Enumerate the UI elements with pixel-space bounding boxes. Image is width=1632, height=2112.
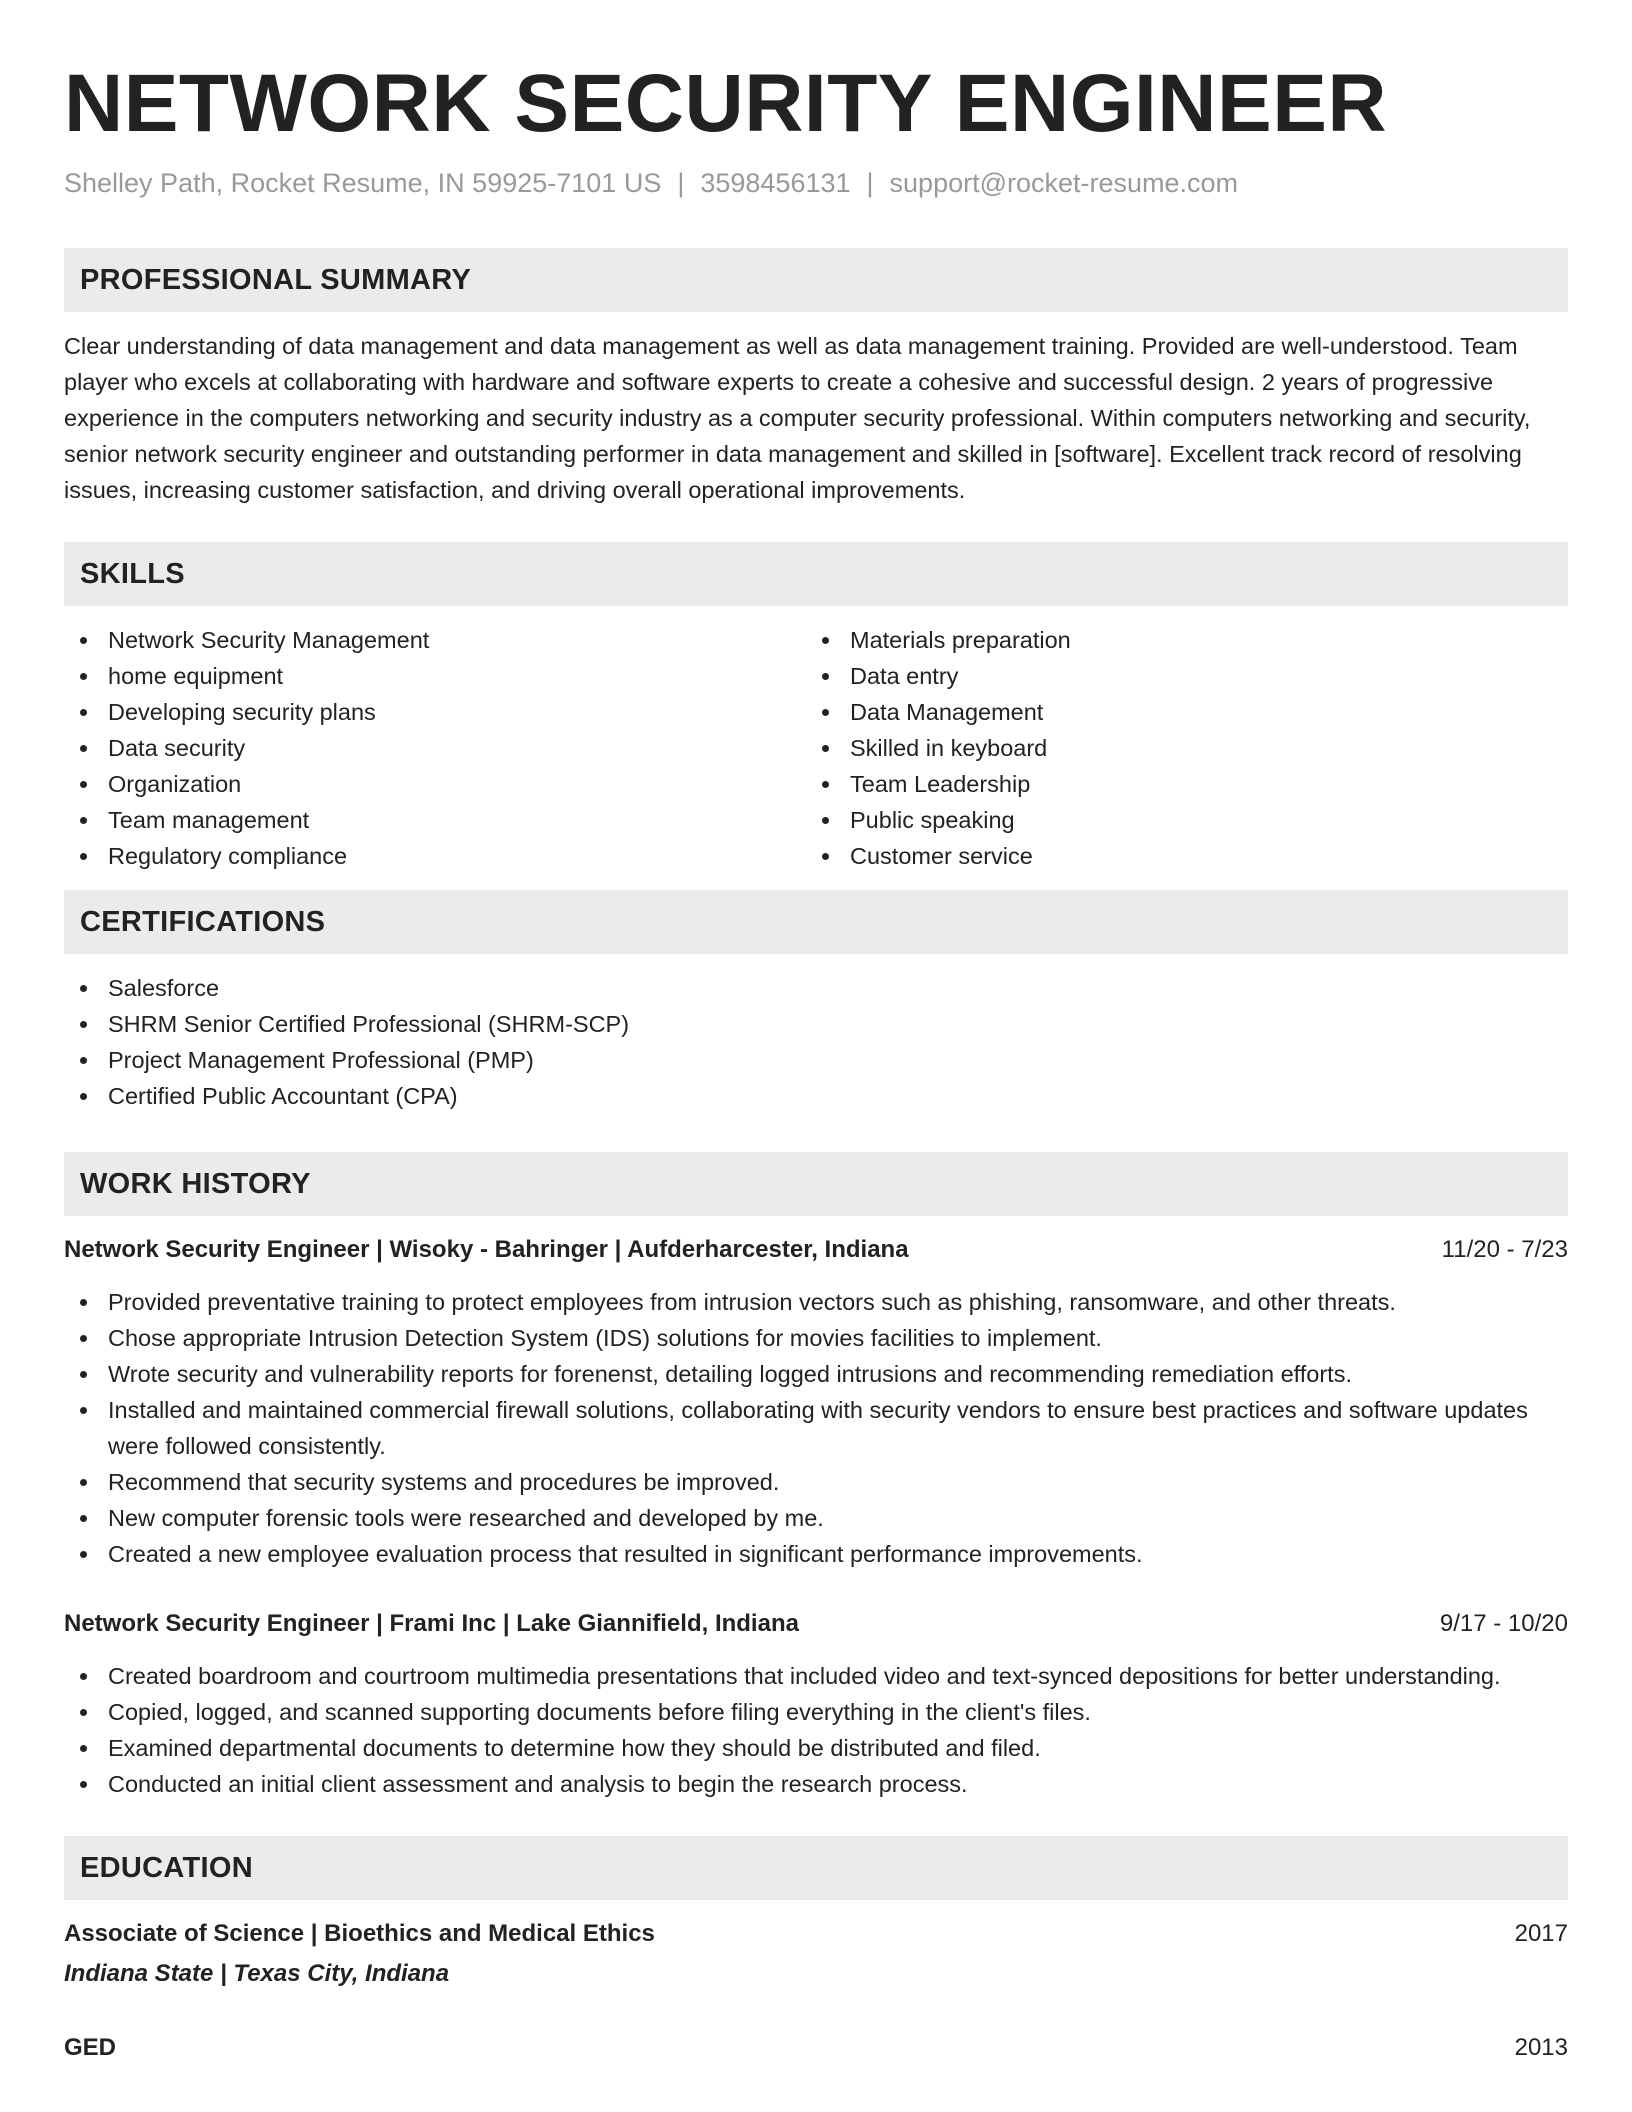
education-school: Indiana State | Texas City, Indiana [64, 1960, 450, 1987]
job-bullet: Recommend that security systems and procedures be improved. [64, 1464, 1568, 1500]
skill-item: Regulatory compliance [64, 838, 806, 874]
job-dates: 11/20 - 7/23 [1441, 1236, 1568, 1263]
job-header [64, 1606, 1568, 1642]
resume-title: NETWORK SECURITY ENGINEER [64, 58, 1388, 149]
certification-item: Certified Public Accountant (CPA) [64, 1078, 1568, 1114]
certification-item: SHRM Senior Certified Professional (SHRM-SCP) [64, 1006, 1568, 1042]
job-entry [64, 1606, 1568, 1802]
job-title: Network Security Engineer | Wisoky - Bahringer | Aufderharcester, Indiana [64, 1236, 909, 1263]
certifications-list [64, 970, 1568, 1114]
skills-list [64, 622, 1568, 874]
job-bullets [64, 1658, 1568, 1802]
education-entry [64, 1916, 1568, 1992]
skills-column-left [64, 622, 806, 874]
skill-item: Network Security Management [64, 622, 806, 658]
skill-item: Team management [64, 802, 806, 838]
contact-email[interactable]: support@rocket-resume.com [889, 168, 1239, 198]
job-bullet: Conducted an initial client assessment and analysis to begin the research process. [64, 1766, 1568, 1802]
skill-item: home equipment [64, 658, 806, 694]
resume-page [64, 56, 1568, 2066]
job-entry [64, 1232, 1568, 1572]
skill-item: Team Leadership [806, 766, 1548, 802]
skill-item: Organization [64, 766, 806, 802]
education-entry [64, 2030, 1568, 2066]
skill-item: Skilled in keyboard [806, 730, 1548, 766]
job-bullet: New computer forensic tools were researched and developed by me. [64, 1500, 1568, 1536]
certification-item: Salesforce [64, 970, 1568, 1006]
skill-item: Public speaking [806, 802, 1548, 838]
contact-separator: | [866, 168, 874, 198]
job-title: Network Security Engineer | Frami Inc | Lake Giannifield, Indiana [64, 1610, 799, 1637]
skills-column-right [806, 622, 1548, 874]
skill-item: Materials preparation [806, 622, 1548, 658]
job-bullets [64, 1284, 1568, 1572]
education-header [64, 2030, 1568, 2066]
job-bullet: Provided preventative training to protect employees from intrusion vectors such as phishing, ransomware, and other threats. [64, 1284, 1568, 1320]
section-header-summary: PROFESSIONAL SUMMARY [64, 248, 1568, 312]
summary-text: Clear understanding of data management and data management as well as data management training. Provided are well-understood. Team player who excels at collaborating with hardware and software experts to create a cohesive and successful design. 2 years of progressive experience in the computers networking and security industry as a computer security professional. Within computers networking and security, senior network security engineer and outstanding performer in data management and skilled in [software]. Excellent track record of resolving issues, increasing customer satisfaction, and driving overall operational improvements. [64, 333, 1531, 503]
job-bullet: Examined departmental documents to determine how they should be distributed and filed. [64, 1730, 1568, 1766]
education-header [64, 1916, 1568, 1952]
job-bullet: Installed and maintained commercial firewall solutions, collaborating with security vendors to ensure best practices and software updates were followed consistently. [64, 1392, 1568, 1464]
skill-item: Data security [64, 730, 806, 766]
certification-item: Project Management Professional (PMP) [64, 1042, 1568, 1078]
section-header-certifications: CERTIFICATIONS [64, 890, 1568, 954]
job-bullet: Wrote security and vulnerability reports for forenenst, detailing logged intrusions and recommending remediation efforts. [64, 1356, 1568, 1392]
contact-address: Shelley Path, Rocket Resume, IN 59925-7101 US [64, 168, 662, 198]
section-header-education: EDUCATION [64, 1836, 1568, 1900]
job-bullet: Chose appropriate Intrusion Detection System (IDS) solutions for movies facilities to implement. [64, 1320, 1568, 1356]
skill-item: Data entry [806, 658, 1548, 694]
skill-item: Developing security plans [64, 694, 806, 730]
education-year: 2017 [1514, 1920, 1568, 1947]
contact-line [64, 166, 1568, 200]
job-bullet: Copied, logged, and scanned supporting documents before filing everything in the client's files. [64, 1694, 1568, 1730]
skill-item: Customer service [806, 838, 1548, 874]
job-bullet: Created a new employee evaluation process that resulted in significant performance improvements. [64, 1536, 1568, 1572]
job-bullet: Created boardroom and courtroom multimedia presentations that included video and text-synced depositions for better understanding. [64, 1658, 1568, 1694]
section-header-skills: SKILLS [64, 542, 1568, 606]
contact-phone: 3598456131 [700, 168, 851, 198]
job-header [64, 1232, 1568, 1268]
education-year: 2013 [1514, 2034, 1568, 2061]
contact-separator: | [677, 168, 685, 198]
skill-item: Data Management [806, 694, 1548, 730]
education-degree: Associate of Science | Bioethics and Medical Ethics [64, 1920, 655, 1947]
job-dates: 9/17 - 10/20 [1439, 1610, 1568, 1637]
education-degree: GED [64, 2034, 117, 2061]
section-header-work-history: WORK HISTORY [64, 1152, 1568, 1216]
